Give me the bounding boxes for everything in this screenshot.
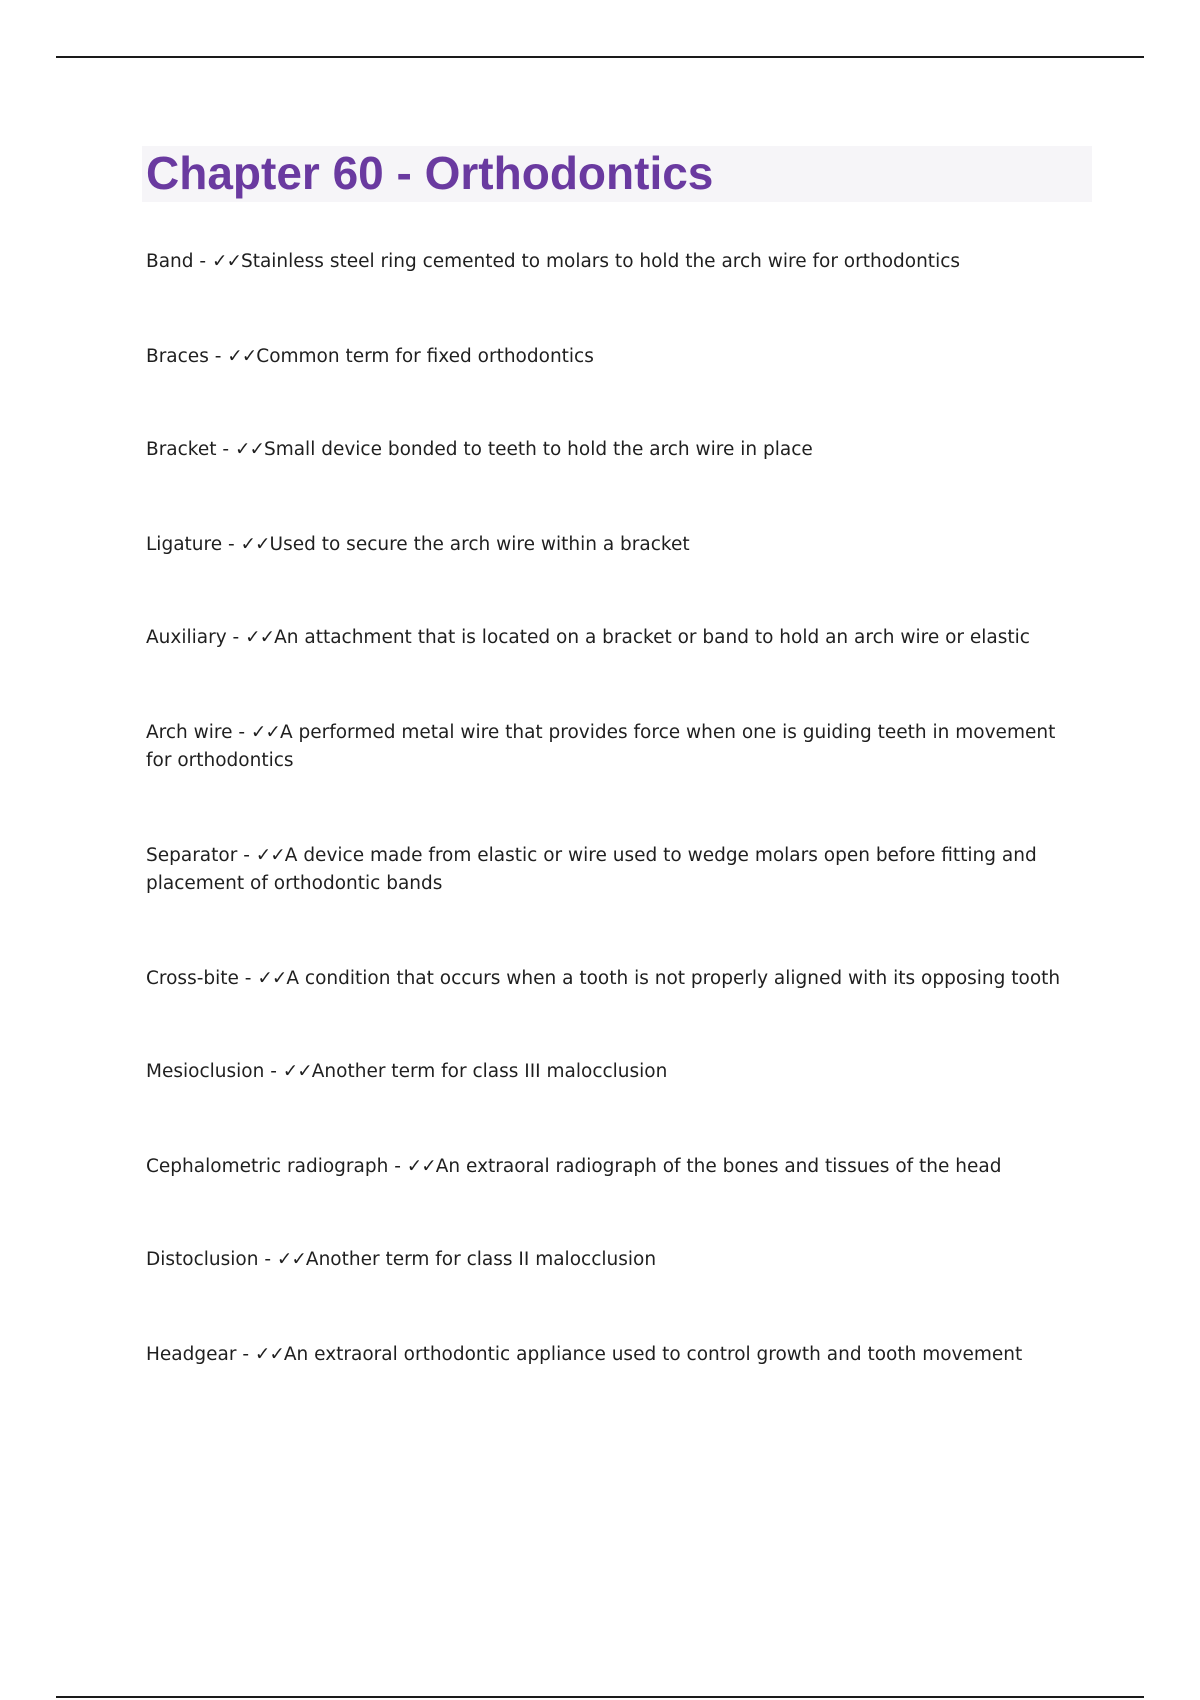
term-separator: - [226, 627, 246, 648]
term-item [146, 1246, 1086, 1274]
term-definition: A device made from elastic or wire used to wedge molars open before fitting and placement of orthodontic bands [146, 845, 1037, 894]
term-separator: - [388, 1156, 407, 1177]
term-separator: - [264, 1061, 283, 1082]
term-item [146, 624, 1086, 652]
term-definition: Small device bonded to teeth to hold the arch wire in place [263, 439, 813, 460]
double-check-icon: ✓✓ [406, 1156, 436, 1177]
double-check-icon: ✓✓ [276, 1249, 306, 1270]
term-definition: A performed metal wire that provides force when one is guiding teeth in movement for orthodontics [146, 722, 1056, 771]
term-item [146, 842, 1086, 898]
term-definition: A condition that occurs when a tooth is not properly aligned with its opposing tooth [286, 968, 1061, 989]
double-check-icon: ✓✓ [234, 439, 264, 460]
term-name: Cross-bite [146, 968, 239, 989]
double-check-icon: ✓✓ [227, 346, 257, 367]
term-name: Band [146, 251, 194, 272]
term-separator: - [193, 251, 212, 272]
term-name: Bracket [146, 439, 217, 460]
double-check-icon: ✓✓ [245, 627, 275, 648]
term-item [146, 1341, 1086, 1369]
term-item [146, 1058, 1086, 1086]
term-separator: - [216, 439, 235, 460]
top-rule [56, 56, 1144, 58]
term-name: Arch wire [146, 722, 233, 743]
term-definition: Another term for class II malocclusion [305, 1249, 657, 1270]
term-name: Ligature [146, 534, 223, 555]
double-check-icon: ✓✓ [254, 1344, 284, 1365]
double-check-icon: ✓✓ [240, 534, 270, 555]
term-name: Distoclusion [146, 1249, 259, 1270]
term-item [146, 531, 1086, 559]
double-check-icon: ✓✓ [257, 968, 287, 989]
term-definition: Used to secure the arch wire within a bracket [269, 534, 690, 555]
term-separator: - [236, 1344, 255, 1365]
term-item [146, 965, 1086, 993]
bottom-rule [56, 1696, 1144, 1698]
page-title: Chapter 60 - Orthodontics [146, 147, 714, 199]
term-item [146, 719, 1086, 775]
term-name: Separator [146, 845, 238, 866]
term-item [146, 343, 1086, 371]
term-separator: - [232, 722, 251, 743]
term-definition: Common term for fixed orthodontics [256, 346, 594, 367]
term-item [146, 248, 1086, 276]
term-name: Cephalometric radiograph [146, 1156, 389, 1177]
term-definition: An attachment that is located on a bracket or band to hold an arch wire or elastic [274, 627, 1030, 648]
double-check-icon: ✓✓ [255, 845, 285, 866]
term-item [146, 1153, 1086, 1181]
term-separator: - [237, 845, 256, 866]
term-item [146, 436, 1086, 464]
term-definition: An extraoral radiograph of the bones and tissues of the head [435, 1156, 1002, 1177]
term-definition: An extraoral orthodontic appliance used to control growth and tooth movement [283, 1344, 1023, 1365]
term-name: Auxiliary [146, 627, 227, 648]
term-separator: - [258, 1249, 277, 1270]
term-separator: - [222, 534, 241, 555]
double-check-icon: ✓✓ [282, 1061, 312, 1082]
term-name: Mesioclusion [146, 1061, 265, 1082]
term-name: Braces [146, 346, 209, 367]
term-definition: Stainless steel ring cemented to molars to hold the arch wire for orthodontics [240, 251, 961, 272]
term-name: Headgear [146, 1344, 237, 1365]
double-check-icon: ✓✓ [250, 722, 280, 743]
term-separator: - [208, 346, 228, 367]
double-check-icon: ✓✓ [211, 251, 241, 272]
term-separator: - [238, 968, 258, 989]
term-list [146, 248, 1086, 1369]
term-definition: Another term for class III malocclusion [311, 1061, 668, 1082]
